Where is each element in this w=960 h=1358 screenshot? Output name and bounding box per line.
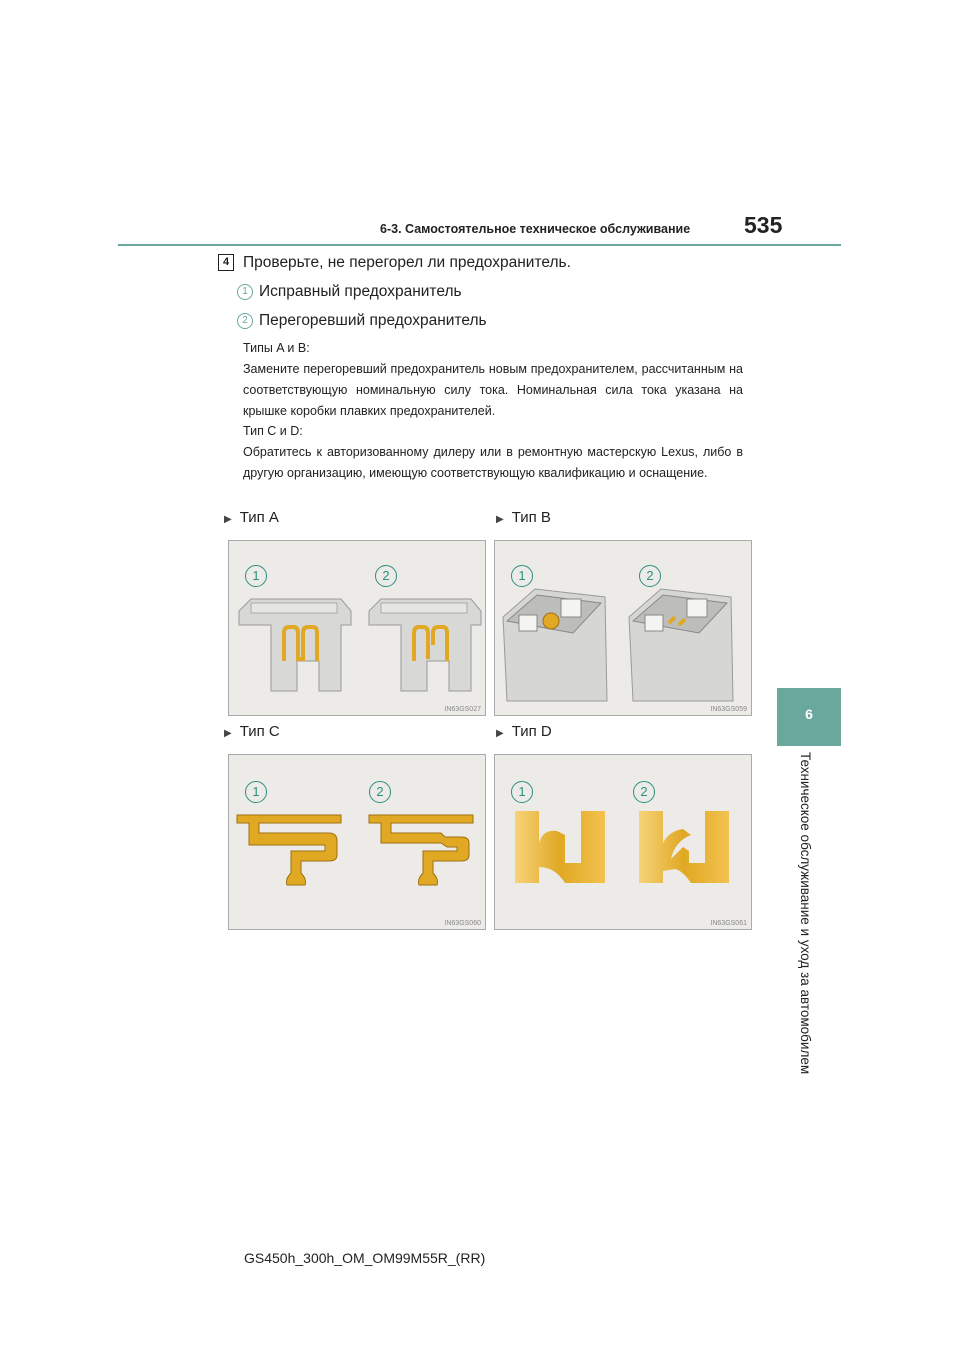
figure-marker-2: 2 [375,565,397,587]
chapter-title: Техническое обслуживание и уход за автомобилем [798,752,813,1075]
figure-label-b: ▶ Тип B [496,509,551,526]
figure-marker-2: 2 [633,781,655,803]
figure-label-c: ▶ Тип C [224,723,280,740]
figure-marker-1: 1 [511,565,533,587]
chapter-number: 6 [805,706,813,722]
triangle-bullet-icon: ▶ [496,728,504,739]
note-body: Замените перегоревший предохранитель новым предохранителем, рассчитанным на соответствующую номинальную силу тока. Номинальная сила тока указана на крышке коробки плавких предохранителей. [243,362,743,418]
figure-code: IN63GS061 [710,920,747,927]
document-id: GS450h_300h_OM_OM99M55R_(RR) [244,1250,486,1266]
figure-marker-2: 2 [639,565,661,587]
page-number: 535 [744,212,783,238]
triangle-bullet-icon: ▶ [224,728,232,739]
step-text: Проверьте, не перегорел ли предохранитель. [243,254,571,271]
triangle-bullet-icon: ▶ [224,514,232,525]
item-marker-2: 2 [237,313,253,329]
item-marker-1: 1 [237,284,253,300]
figure-type-c [228,754,486,930]
figure-type-a [228,540,486,716]
figure-marker-1: 1 [245,781,267,803]
step-number-box: 4 [218,254,234,271]
section-title: 6-3. Самостоятельное техническое обслуживание [380,222,691,236]
figure-type-d [494,754,752,930]
header-rule [118,244,841,246]
chapter-title-vertical [798,752,820,1092]
note-types-ab [243,338,743,422]
cartridge-fuse-illustration [495,541,751,715]
note-body: Обратитесь к авторизованному дилеру или в ремонтную мастерскую Lexus, либо в другую организацию, имеющую соответствующую квалификацию и оснащение. [243,445,743,480]
figure-code: IN63GS060 [444,920,481,927]
triangle-bullet-icon: ▶ [496,514,504,525]
note-types-cd [243,421,743,484]
note-heading: Тип C и D: [243,424,303,438]
high-current-fuse-illustration [495,755,751,929]
figure-label-a: ▶ Тип A [224,509,279,526]
figure-marker-1: 1 [511,781,533,803]
figure-code: IN63GS059 [710,706,747,713]
link-fuse-illustration [229,755,485,929]
note-heading: Типы A и B: [243,341,310,355]
item-text-blown-fuse: Перегоревший предохранитель [259,312,487,329]
figure-marker-1: 1 [245,565,267,587]
figure-code: IN63GS027 [444,706,481,713]
figure-marker-2: 2 [369,781,391,803]
figure-type-b [494,540,752,716]
item-text-good-fuse: Исправный предохранитель [259,283,462,300]
blade-fuse-illustration [229,541,485,715]
figure-label-d: ▶ Тип D [496,723,552,740]
